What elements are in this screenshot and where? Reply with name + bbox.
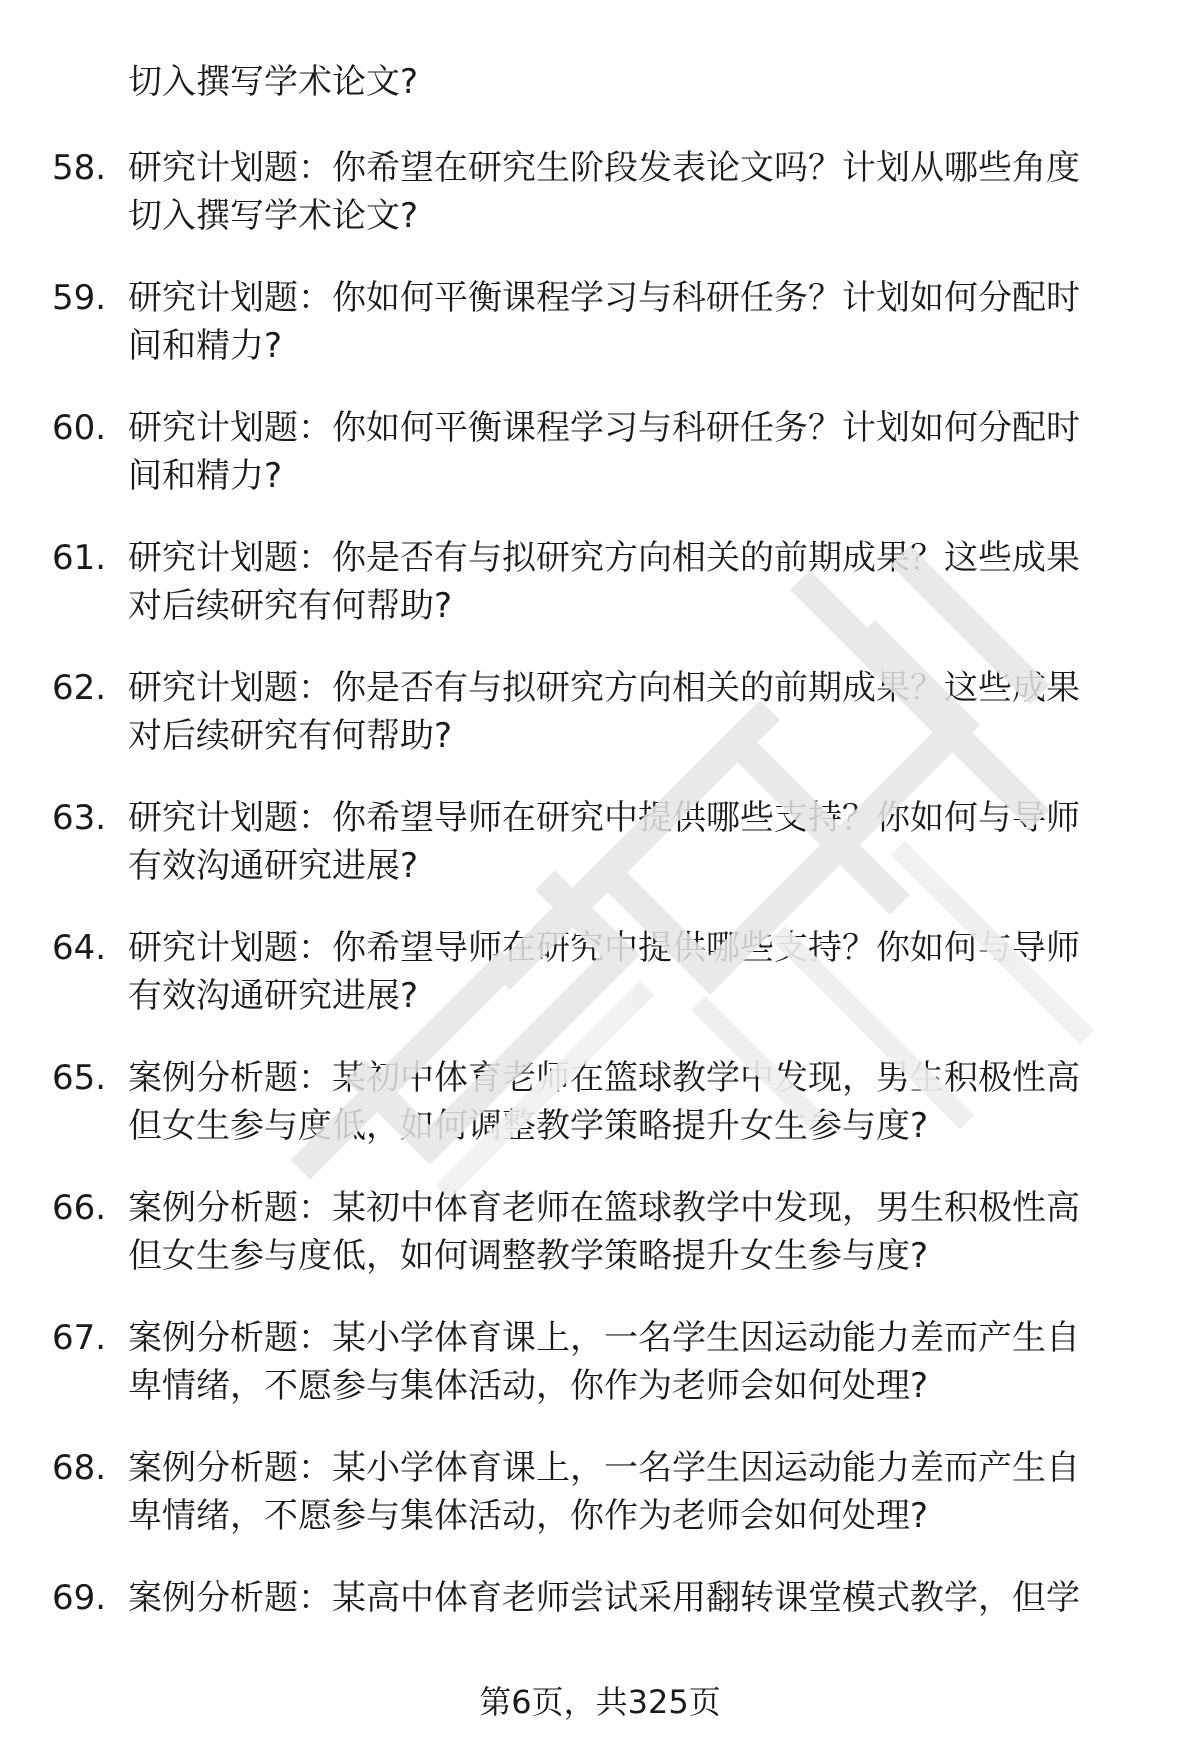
question-text (128, 1444, 1138, 1540)
question-number: 64. (52, 928, 107, 968)
question-line: 研究计划题：你是否有与拟研究方向相关的前期成果？这些成果 (128, 668, 1080, 708)
page-number-footer: 第6页，共325页 (479, 1683, 721, 1721)
question-number: 65. (52, 1058, 107, 1098)
question-number: 67. (52, 1318, 107, 1358)
question-item (0, 924, 1200, 1020)
question-line: 研究计划题：你希望在研究生阶段发表论文吗？计划从哪些角度 (128, 148, 1080, 188)
question-text (128, 1574, 1138, 1670)
previous-question-continuation: 切入撰写学术论文? (128, 62, 419, 102)
question-text (128, 274, 1138, 370)
question-line: 有效沟通研究进展? (128, 976, 419, 1016)
question-line: 案例分析题：某初中体育老师在篮球教学中发现，男生积极性高 (128, 1058, 1080, 1098)
question-item (0, 144, 1200, 240)
question-line: 案例分析题：某初中体育老师在篮球教学中发现，男生积极性高 (128, 1188, 1080, 1228)
question-number: 68. (52, 1448, 107, 1488)
question-item (0, 1184, 1200, 1280)
question-number: 63. (52, 798, 107, 838)
question-line: 对后续研究有何帮助? (128, 716, 453, 756)
question-list (0, 144, 1200, 1704)
question-number: 58. (52, 148, 107, 188)
question-text (128, 404, 1138, 500)
question-text (128, 794, 1138, 890)
question-line: 研究计划题：你希望导师在研究中提供哪些支持？你如何与导师 (128, 928, 1080, 968)
question-number: 60. (52, 408, 107, 448)
question-line: 研究计划题：你希望导师在研究中提供哪些支持？你如何与导师 (128, 798, 1080, 838)
question-text (128, 1054, 1138, 1150)
question-number: 61. (52, 538, 107, 578)
question-line: 对后续研究有何帮助? (128, 586, 453, 626)
question-number: 66. (52, 1188, 107, 1228)
question-text (128, 144, 1138, 240)
question-item (0, 664, 1200, 760)
question-item (0, 1574, 1200, 1670)
question-line: 有效沟通研究进展? (128, 846, 419, 886)
question-item (0, 274, 1200, 370)
question-item (0, 1054, 1200, 1150)
question-text (128, 664, 1138, 760)
question-line: 案例分析题：某小学体育课上，一名学生因运动能力差而产生自 (128, 1448, 1080, 1488)
question-line: 切入撰写学术论文? (128, 196, 419, 236)
question-line: 案例分析题：某高中体育老师尝试采用翻转课堂模式教学，但学 (128, 1578, 1080, 1618)
question-line: 研究计划题：你是否有与拟研究方向相关的前期成果？这些成果 (128, 538, 1080, 578)
question-line: 间和精力? (128, 326, 283, 366)
question-line: 研究计划题：你如何平衡课程学习与科研任务？计划如何分配时 (128, 408, 1080, 448)
question-number: 69. (52, 1578, 107, 1618)
question-text (128, 924, 1138, 1020)
question-item (0, 1314, 1200, 1410)
question-line: 卑情绪，不愿参与集体活动，你作为老师会如何处理? (128, 1366, 929, 1406)
question-number: 62. (52, 668, 107, 708)
question-line: 案例分析题：某小学体育课上，一名学生因运动能力差而产生自 (128, 1318, 1080, 1358)
question-text (128, 1314, 1138, 1410)
question-text (128, 1184, 1138, 1280)
question-line: 但女生参与度低，如何调整教学策略提升女生参与度? (128, 1106, 929, 1146)
question-item (0, 404, 1200, 500)
question-line: 但女生参与度低，如何调整教学策略提升女生参与度? (128, 1236, 929, 1276)
question-item (0, 1444, 1200, 1540)
question-number: 59. (52, 278, 107, 318)
question-line: 间和精力? (128, 456, 283, 496)
question-line: 研究计划题：你如何平衡课程学习与科研任务？计划如何分配时 (128, 278, 1080, 318)
question-line: 卑情绪，不愿参与集体活动，你作为老师会如何处理? (128, 1496, 929, 1536)
question-item (0, 794, 1200, 890)
question-item (0, 534, 1200, 630)
question-text (128, 534, 1138, 630)
